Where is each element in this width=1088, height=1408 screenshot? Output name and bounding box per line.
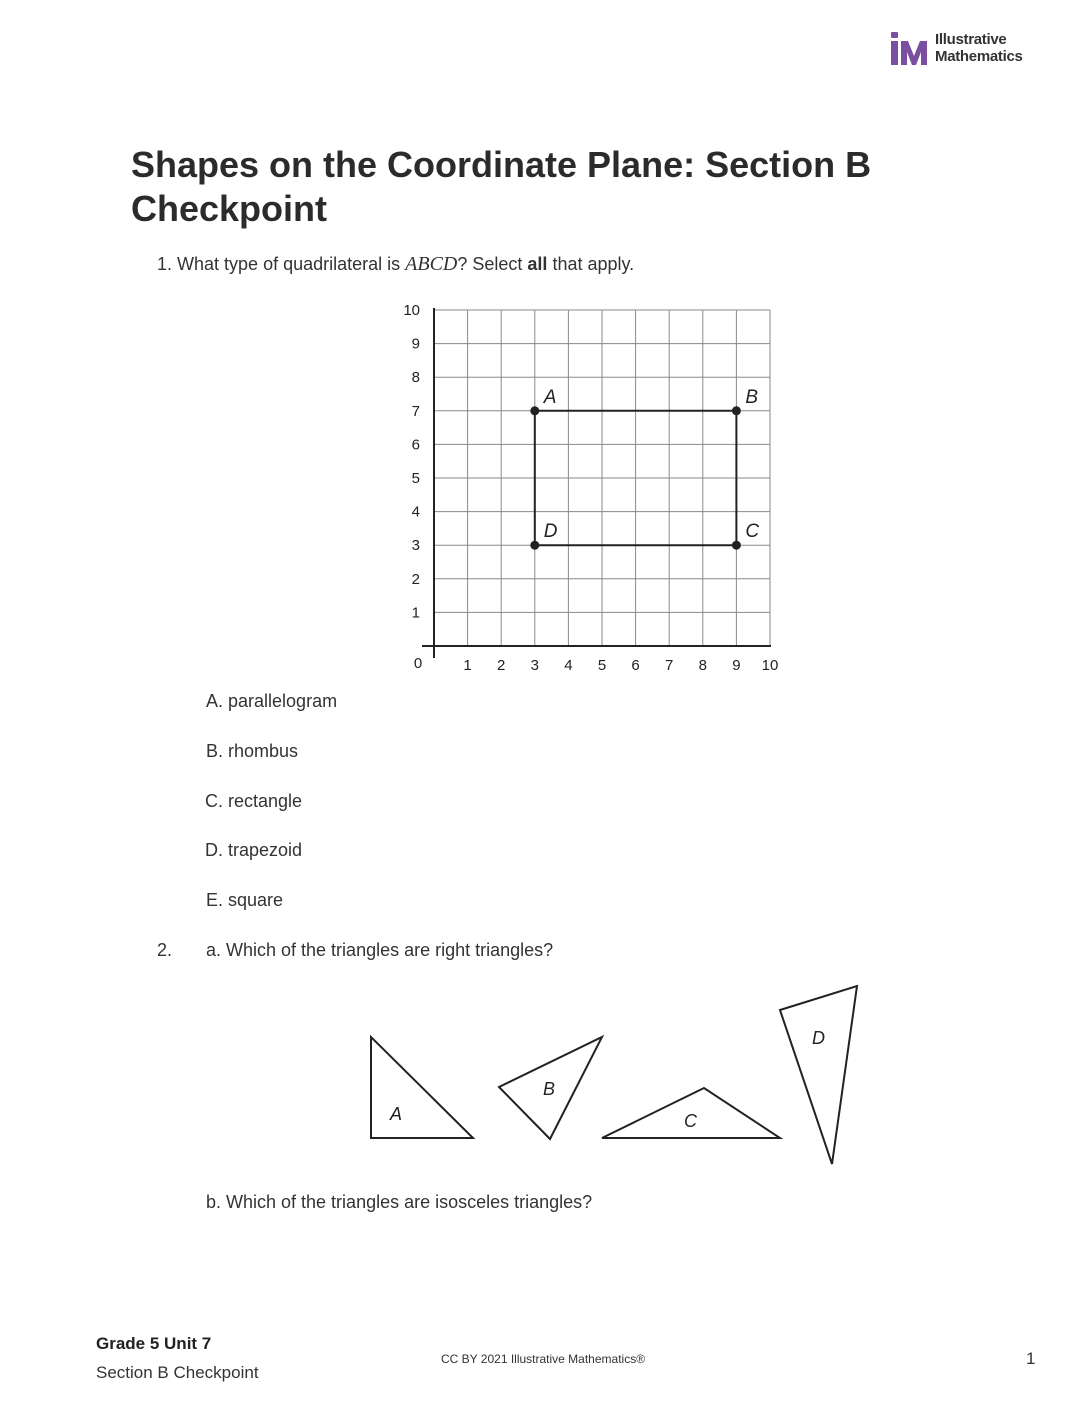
x-tick-label: 10 bbox=[761, 657, 779, 674]
logo-text-line1: Illustrative bbox=[935, 31, 1007, 48]
point-d-label: D bbox=[543, 521, 558, 543]
option-b-text: rhombus bbox=[228, 741, 299, 761]
option-b-letter: B. bbox=[205, 741, 223, 761]
x-tick-label: 6 bbox=[631, 657, 640, 674]
footer-license: CC BY 2021 Illustrative Mathematics® bbox=[441, 1352, 646, 1366]
origin-label: 0 bbox=[413, 655, 423, 672]
page-number: 1 bbox=[1026, 1349, 1036, 1368]
y-tick-label: 6 bbox=[411, 436, 420, 454]
y-tick-label: 10 bbox=[403, 302, 420, 319]
option-e-letter: E. bbox=[205, 890, 223, 910]
illustrative-mathematics-logo bbox=[888, 30, 1048, 70]
triangle-a-label: A bbox=[390, 1104, 403, 1124]
option-b[interactable] bbox=[201, 739, 298, 763]
question-1-text-after: that apply. bbox=[547, 254, 635, 274]
option-e-text: square bbox=[228, 890, 284, 910]
x-tick-label: 2 bbox=[497, 657, 506, 674]
triangle-d-label: D bbox=[812, 1028, 825, 1048]
question-2-number: 2. bbox=[157, 940, 173, 960]
option-a[interactable] bbox=[201, 689, 337, 713]
triangle-d bbox=[780, 986, 857, 1164]
question-1-prompt bbox=[157, 251, 634, 277]
question-1-text-before: What type of quadrilateral is bbox=[177, 254, 406, 274]
triangle-a bbox=[371, 1037, 473, 1138]
option-d[interactable] bbox=[201, 838, 302, 862]
x-tick-label: 5 bbox=[597, 657, 607, 674]
point-c-label: C bbox=[745, 521, 760, 543]
x-tick-label: 9 bbox=[732, 657, 741, 674]
y-tick-label: 3 bbox=[411, 537, 420, 555]
triangle-b-label: B bbox=[543, 1079, 556, 1099]
quadrilateral-name: ABCD bbox=[405, 253, 458, 275]
logo-text-line2: Mathematics bbox=[935, 48, 1023, 65]
coordinate-grid bbox=[390, 296, 790, 676]
question-2a-prompt: a. Which of the triangles are right triangles? bbox=[206, 940, 554, 960]
question-2b-prompt: b. Which of the triangles are isosceles triangles? bbox=[206, 1192, 593, 1212]
y-tick-label: 2 bbox=[411, 570, 420, 588]
question-1-number: 1. bbox=[157, 254, 173, 274]
x-tick-label: 8 bbox=[698, 657, 707, 674]
question-1-emphasis: all bbox=[527, 254, 548, 274]
point-a-label: A bbox=[543, 386, 557, 408]
option-a-letter: A. bbox=[205, 691, 223, 711]
option-c[interactable] bbox=[201, 789, 302, 813]
triangles-figure bbox=[360, 980, 880, 1175]
option-d-letter: D. bbox=[205, 840, 223, 860]
x-tick-label: 4 bbox=[564, 657, 573, 674]
point-d bbox=[530, 541, 539, 550]
triangle-c-label: C bbox=[684, 1111, 697, 1131]
point-a bbox=[530, 406, 539, 415]
option-d-text: trapezoid bbox=[228, 840, 303, 860]
footer-grade: Grade 5 Unit 7 bbox=[96, 1334, 212, 1353]
point-b-label: B bbox=[745, 386, 759, 408]
point-c bbox=[732, 541, 741, 550]
x-tick-label: 1 bbox=[463, 657, 472, 674]
y-tick-label: 7 bbox=[411, 402, 420, 420]
option-c-text: rectangle bbox=[228, 791, 303, 811]
y-tick-label: 8 bbox=[411, 369, 420, 387]
x-tick-label: 7 bbox=[665, 657, 674, 674]
option-e[interactable] bbox=[201, 888, 283, 912]
point-b bbox=[732, 406, 741, 415]
y-tick-label: 9 bbox=[411, 335, 420, 353]
footer-section: Section B Checkpoint bbox=[96, 1363, 259, 1382]
page-title: Shapes on the Coordinate Plane: Section B Checkpoint bbox=[131, 144, 872, 229]
y-tick-label: 1 bbox=[411, 604, 420, 622]
y-tick-label: 5 bbox=[411, 470, 420, 487]
option-a-text: parallelogram bbox=[228, 691, 338, 711]
question-1-text-mid: ? Select bbox=[457, 254, 528, 274]
x-tick-label: 3 bbox=[530, 657, 539, 674]
im-logo-icon bbox=[888, 32, 930, 66]
option-c-letter: C. bbox=[205, 791, 223, 811]
y-tick-label: 4 bbox=[411, 503, 420, 521]
